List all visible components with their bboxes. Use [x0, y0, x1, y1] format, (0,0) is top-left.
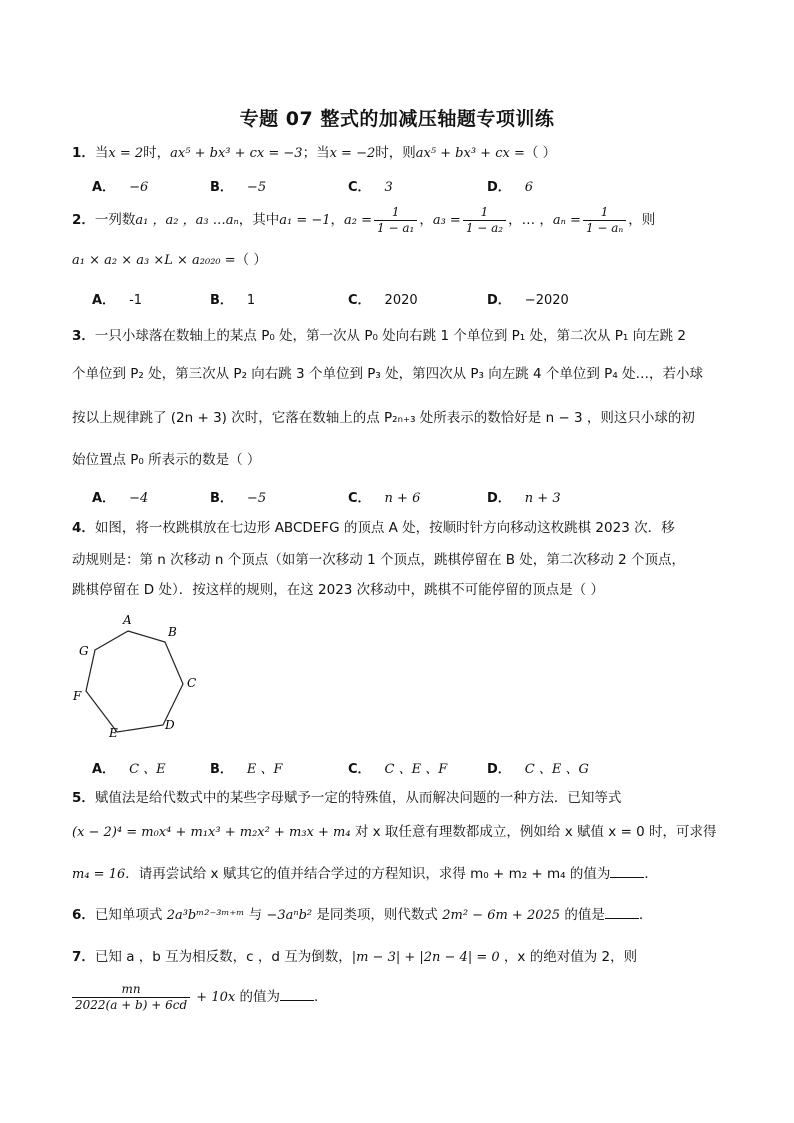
question-1: 1．当x = 2时，ax⁵ + bx³ + cx = −3；当x = −2时，则ax⁵ + bx³ + cx =（ ）	[72, 145, 557, 161]
vertex-g-label: G	[79, 644, 89, 658]
answer-blank[interactable]	[280, 988, 314, 1001]
option-a[interactable]: A． C 、E	[92, 762, 166, 777]
answer-blank[interactable]	[605, 906, 639, 919]
question-number: 1．	[72, 145, 95, 161]
option-a[interactable]: A． -1	[92, 293, 143, 308]
heptagon-shape	[86, 631, 183, 732]
option-d[interactable]: D． n + 3	[487, 491, 561, 506]
question-2: 2．一列数a₁ ，a₂ ，a₃ …aₙ，其中a₁ = −1，a₂ = $\frac{1}{\text{1 − a₁}}$ ，a₃ = $\frac{1}{\text{1 − a₂}}$ ，… ，aₙ = $\frac{1}{\text{1 − aₙ}}$ ，则	[72, 204, 656, 235]
vertex-c-label: C	[187, 676, 197, 690]
question-6: 6．已知单项式 2a³bᵐ²⁻³ᵐ⁺ᵐ 与 −3aⁿb² 是同类项，则代数式 2m² − 6m + 2025 的值是 ．	[72, 907, 653, 923]
vertex-a-label: A	[123, 613, 132, 627]
option-d[interactable]: D． C 、E 、G	[487, 762, 589, 777]
question-number: 4．	[72, 520, 95, 536]
vertex-f-label: F	[73, 689, 82, 703]
option-b[interactable]: B． E 、F	[210, 762, 283, 777]
fraction: $\frac{1}{\text{1 − a₁}}$	[374, 205, 417, 236]
option-c[interactable]: C． 2020	[348, 293, 418, 308]
fraction: $\frac{1}{\text{1 − aₙ}}$	[583, 205, 626, 236]
option-b[interactable]: B． 1	[210, 293, 256, 308]
question-7: 7．已知 a ，b 互为相反数，c ，d 互为倒数，|m − 3| + |2n − 4| = 0 ，x 的绝对值为 2，则	[72, 949, 638, 965]
answer-blank[interactable]	[610, 865, 644, 878]
question-5-line-2: (x − 2)⁴ = m₀x⁴ + m₁x³ + m₂x² + m₃x + m₄ 对 x 取任意有理数都成立，例如给 x 赋值 x = 0 时，可求得	[72, 824, 717, 840]
question-4-line-2: 动规则是：第 n 次移动 n 个顶点（如第一次移动 1 个顶点，跳棋停留在 B 处，第二次移动 2 个顶点，	[72, 552, 685, 568]
vertex-e-label: E	[109, 726, 118, 738]
vertex-b-label: B	[168, 625, 177, 639]
question-5: 5．赋值法是给代数式中的某些字母赋予一定的特殊值，从而解决问题的一种方法．已知等式	[72, 790, 622, 806]
question-number: 2．	[72, 212, 95, 228]
heptagon-figure	[70, 608, 210, 738]
question-7-line-2: $\frac{mn}{2022(a + b) + 6cd}$ + 10x 的值为 .	[72, 980, 318, 1015]
option-d[interactable]: D． 6	[487, 180, 534, 195]
question-3-line-3: 按以上规律跳了 (2n + 3) 次时，它落在数轴上的点 P₂ₙ₊₃ 处所表示的数恰好是 n − 3 ，则这只小球的初	[72, 410, 695, 426]
option-b[interactable]: B． −5	[210, 180, 267, 195]
option-a[interactable]: A． −4	[92, 491, 149, 506]
option-c[interactable]: C． 3	[348, 180, 393, 195]
option-c[interactable]: C． n + 6	[348, 491, 421, 506]
question-4-line-3: 跳棋停留在 D 处）．按这样的规则，在这 2023 次移动中，跳棋不可能停留的顶点是（ ）	[72, 582, 604, 598]
fraction: $\frac{mn}{2022(a + b) + 6cd}$	[72, 982, 190, 1013]
question-number: 7．	[72, 949, 95, 965]
question-number: 3．	[72, 328, 95, 344]
question-5-line-3: m₄ = 16．请再尝试给 x 赋其它的值并结合学过的方程知识，求得 m₀ + m₂ + m₄ 的值为 ．	[72, 866, 658, 882]
vertex-d-label: D	[165, 718, 175, 732]
fraction: $\frac{1}{\text{1 − a₂}}$	[463, 205, 506, 236]
option-a[interactable]: A． −6	[92, 180, 149, 195]
question-4: 4．如图，将一枚跳棋放在七边形 ABCDEFG 的顶点 A 处，按顺时针方向移动这枚跳棋 2023 次．移	[72, 520, 675, 536]
question-3: 3．一只小球落在数轴上的某点 P₀ 处，第一次从 P₀ 处向右跳 1 个单位到 P₁ 处，第二次从 P₁ 向左跳 2	[72, 328, 686, 344]
question-number: 5．	[72, 790, 95, 806]
question-3-line-4: 始位置点 P₀ 所表示的数是（ ）	[72, 452, 261, 468]
question-number: 6．	[72, 907, 95, 923]
question-3-line-2: 个单位到 P₂ 处，第三次从 P₂ 向右跳 3 个单位到 P₃ 处，第四次从 P₃ 向左跳 4 个单位到 P₄ 处…，若小球	[72, 366, 704, 382]
question-2-line-2: a₁ × a₂ × a₃ ×L × a₂₀₂₀ =（ ）	[72, 252, 267, 268]
option-b[interactable]: B． −5	[210, 491, 267, 506]
page-title: 专题 07 整式的加减压轴题专项训练	[239, 108, 555, 130]
option-d[interactable]: D． −2020	[487, 293, 569, 308]
option-c[interactable]: C． C 、E 、F	[348, 762, 448, 777]
